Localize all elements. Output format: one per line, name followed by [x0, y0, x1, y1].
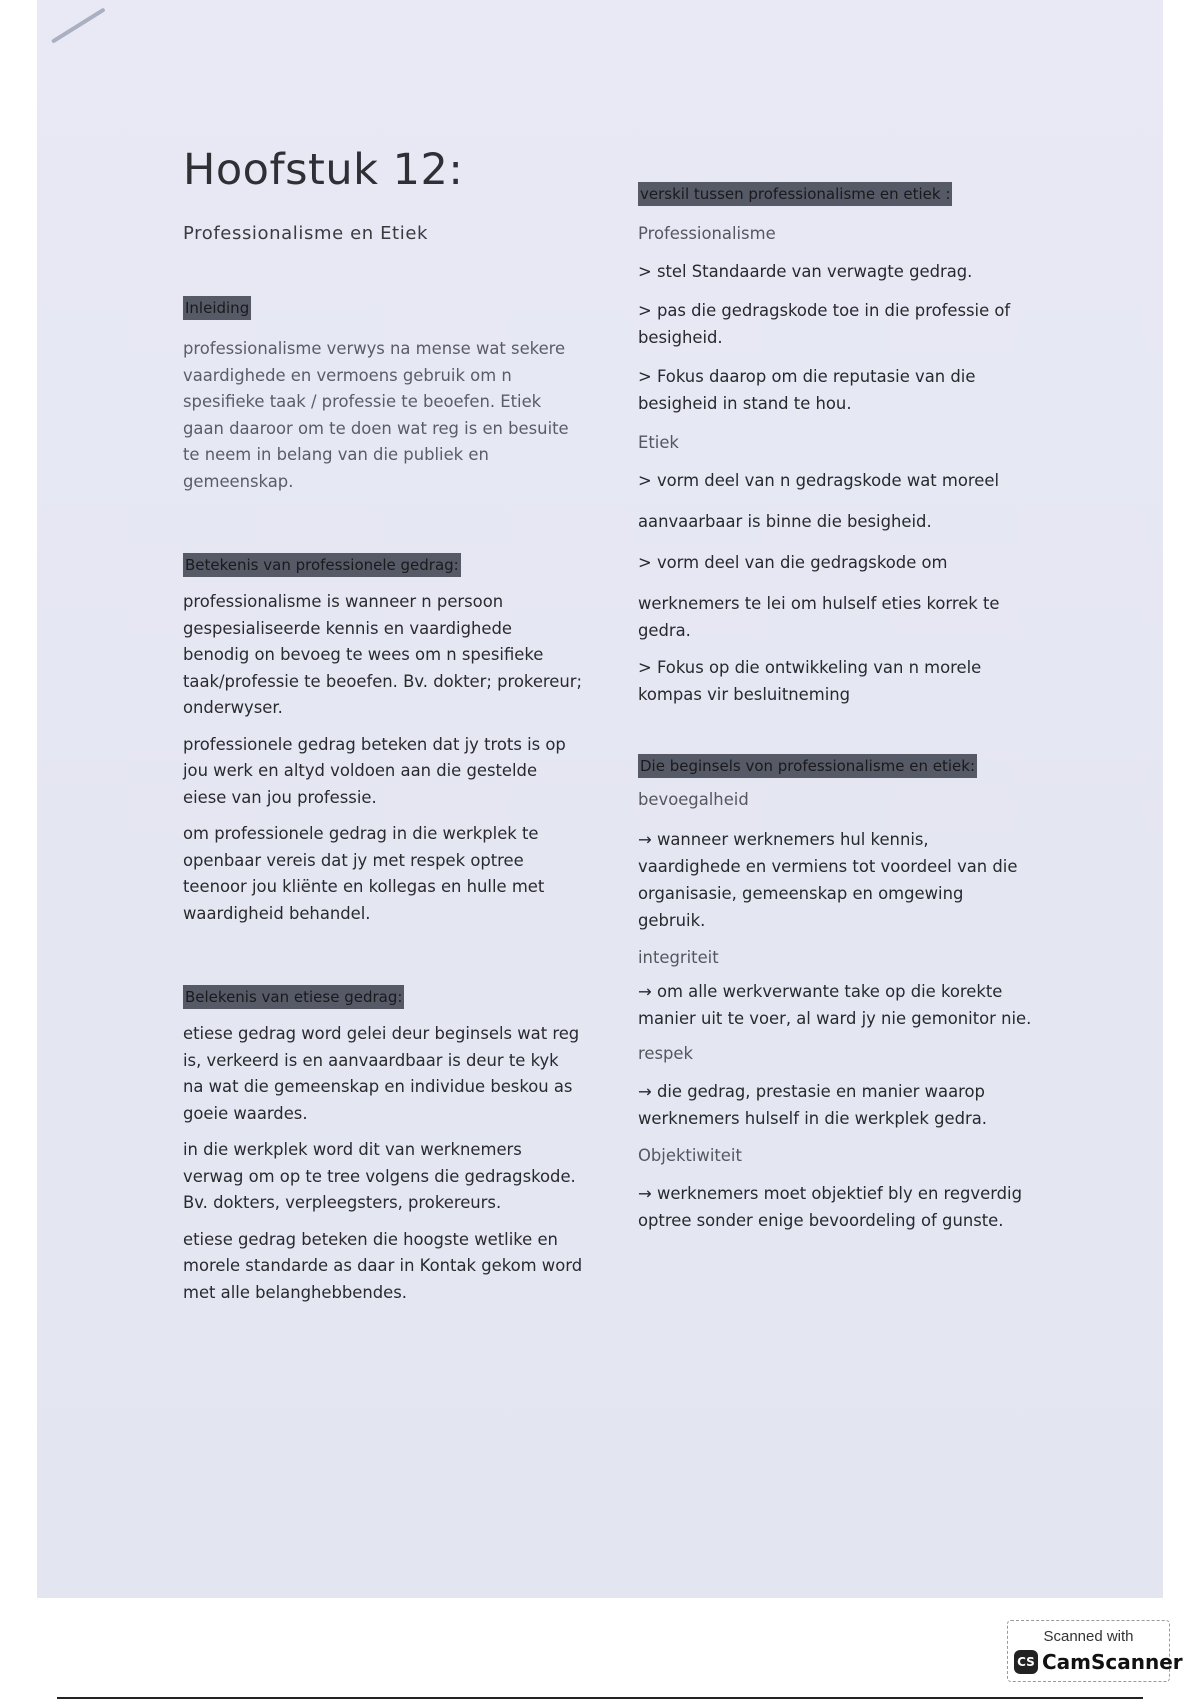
- heading-professionele-gedrag: Betekenis van professionele gedrag:: [183, 553, 461, 577]
- prof-point-3: > Fokus daarop om die reputasie van die besigheid in stand te hou.: [638, 367, 976, 413]
- etiek-point-1a: > vorm deel van n gedragskode wat moreel: [638, 471, 1000, 490]
- respek-text: → die gedrag, prestasie en manier waarop werknemers hulself in die werkplek gedra.: [638, 1082, 987, 1128]
- paragraph-prof-3: om professionele gedrag in die werkplek te openbaar vereis dat jy met respek optree teenoor jou kliënte en kollegas en hulle met waardigheid behandel.: [183, 824, 545, 923]
- integriteit-text: → om alle werkverwante take op die korekte manier uit te voer, al ward jy nie gemonitor nie.: [638, 982, 1032, 1028]
- etiek-point-3: > Fokus op die ontwikkeling van n morele kompas vir besluitneming: [638, 658, 982, 704]
- heading-etiese-gedrag: Belekenis van etiese gedrag:: [183, 985, 404, 1009]
- paragraph-eties-2: in die werkplek word dit van werknemers verwag om op te tree volgens die gedragskode. Bv. dokters, verpleegsters, prokereurs.: [183, 1140, 576, 1212]
- label-etiek: Etiek: [638, 433, 679, 452]
- prof-point-2: > pas die gedragskode toe in die professie of besigheid.: [638, 301, 1011, 347]
- camscanner-logo-icon: CS: [1014, 1650, 1038, 1674]
- etiek-point-2b: werknemers te lei om hulself eties korrek te gedra.: [638, 594, 1000, 640]
- badge-logo-row: [1014, 1650, 1183, 1674]
- paragraph-prof-2: professionele gedrag beteken dat jy trots is op jou werk en altyd voldoen aan die gestelde eiese van jou professie.: [183, 734, 566, 807]
- paragraph-prof-1: professionalisme is wanneer n persoon gespesialiseerde kennis en vaardighede benodig on bevoeg te wees om n spesifieke taak/professie te beoefen. Bv. dokter; prokereur; onderwyser.: [183, 592, 583, 717]
- page-subtitle: Professionalisme en Etiek: [183, 223, 429, 244]
- label-respek: respek: [638, 1044, 693, 1063]
- right-column: [638, 182, 1033, 1234]
- badge-line-2: CamScanner: [1042, 1650, 1183, 1674]
- paragraph-eties-1: etiese gedrag word gelei deur beginsels wat reg is, verkeerd is en aanvaardbaar is deur te kyk na wat die gemeenskap en individue beskou as goeie waardes.: [183, 1024, 580, 1123]
- heading-beginsels: Die beginsels von professionalisme en etiek:: [638, 754, 977, 778]
- page-title: Hoofstuk 12:: [183, 145, 464, 195]
- left-column: [183, 145, 583, 1306]
- etiek-point-2a: > vorm deel van die gedragskode om: [638, 553, 948, 572]
- paragraph-eties-3: etiese gedrag beteken die hoogste wetlike en morele standarde as daar in Kontak gekom word met alle belanghebbendes.: [183, 1229, 583, 1302]
- label-professionalisme: Professionalisme: [638, 224, 776, 243]
- prof-point-1: > stel Standaarde van verwagte gedrag.: [638, 262, 973, 281]
- label-integriteit: integriteit: [638, 948, 719, 967]
- badge-line-1: Scanned with: [1043, 1628, 1134, 1645]
- bevoegdheid-text: → wanneer werknemers hul kennis, vaardighede en vermiens tot voordeel van die organisasie, gemeenskap en omgewing gebruik.: [638, 830, 1018, 930]
- heading-verskil: verskil tussen professionalisme en etiek :: [638, 182, 952, 206]
- paragraph-inleiding: professionalisme verwys na mense wat sekere vaardighede en vermoens gebruik om n spesifieke taak / professie te beoefen. Etiek gaan daaroor om te doen wat reg is en besuite te neem in belang van die publiek en gemeenskap.: [183, 339, 569, 491]
- objektiwiteit-text: → werknemers moet objektief bly en regverdig optree sonder enige bevoordeling of gunste.: [638, 1184, 1023, 1230]
- bottom-rule: [57, 1697, 1143, 1699]
- camscanner-badge: [1007, 1620, 1183, 1682]
- label-objektiwiteit: Objektiwiteit: [638, 1146, 742, 1165]
- label-bevoegdheid: bevoegalheid: [638, 790, 749, 809]
- etiek-point-1b: aanvaarbaar is binne die besigheid.: [638, 512, 932, 531]
- heading-inleiding: Inleiding: [183, 296, 251, 320]
